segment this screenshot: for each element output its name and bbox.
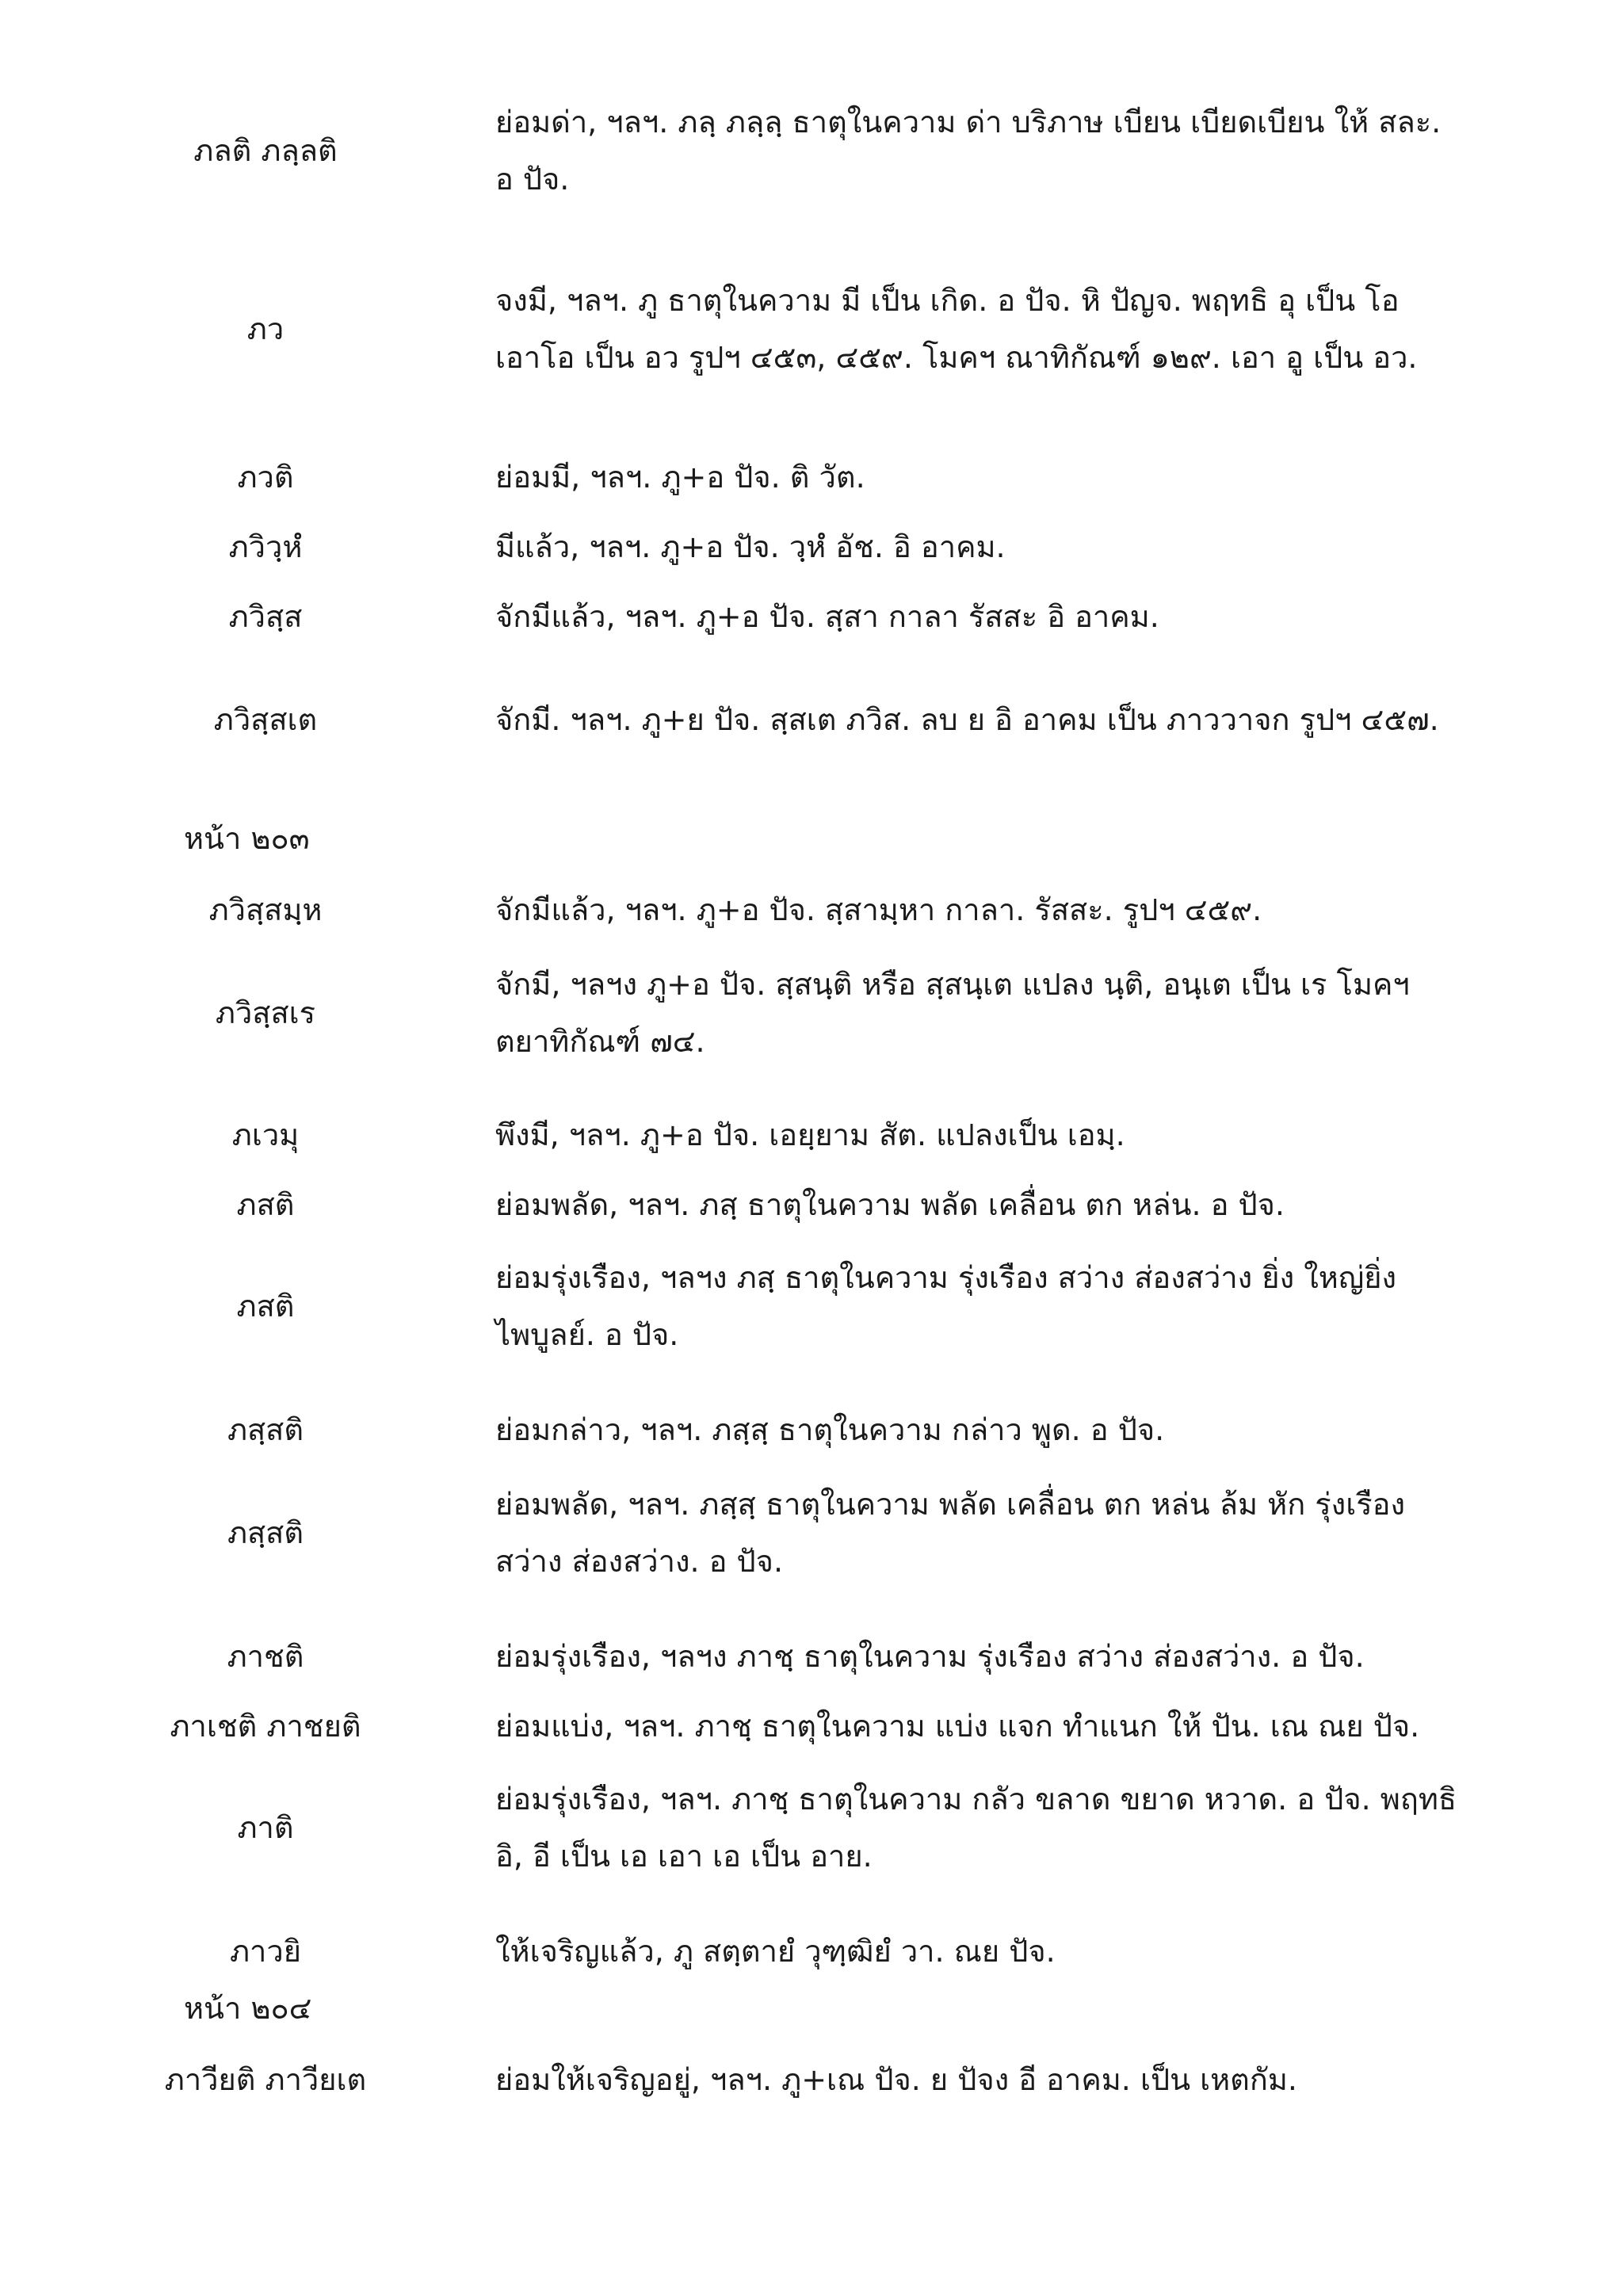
entry-term: ภาวยิ	[230, 1934, 301, 1969]
entry-term: ภาติ	[237, 1810, 294, 1845]
definition-line: ให้เจริญแล้ว, ภู สตฺตายํ วุฑฺฒิยํ วา. ณย ปัจ.	[495, 1934, 1056, 1969]
definition-line: ย่อมแบ่ง, ฯลฯ. ภาชฺ ธาตุในความ แบ่ง แจก ทำแนก ให้ ปัน. เณ ณย ปัจ.	[495, 1709, 1420, 1744]
definition-line: จงมี, ฯลฯ. ภู ธาตุในความ มี เป็น เกิด. อ ปัจ. หิ ปัญจ. พฤทธิ อุ เป็น โอ	[495, 283, 1400, 318]
entry-term: ภสติ	[236, 1289, 295, 1324]
definition-line: ย่อมมี, ฯลฯ. ภู+อ ปัจ. ติ วัต.	[495, 460, 865, 495]
entry-definition	[495, 1106, 1581, 1163]
definition-line: ไพบูลย์. อ ปัจ.	[495, 1317, 679, 1352]
entry-term: ภวติ	[237, 460, 294, 495]
entry-term: ภเวมุ	[231, 1117, 300, 1152]
entry-term: ภวิวฺหํ	[228, 529, 303, 564]
definition-line: จักมีแล้ว, ฯลฯ. ภู+อ ปัจ. สฺสามฺหา กาลา. รัสสะ. รูปฯ ๔๕๙.	[495, 892, 1262, 927]
definition-line: พึงมี, ฯลฯ. ภู+อ ปัจ. เอยฺยาม สัต. แปลงเป็น เอมฺ.	[495, 1117, 1125, 1152]
definition-line: ย่อมพลัด, ฯลฯ. ภสฺ ธาตุในความ พลัด เคลื่อน ตก หล่น. อ ปัจ.	[495, 1187, 1285, 1222]
definition-line: จักมี, ฯลฯง ภู+อ ปัจ. สฺสนฺติ หรือ สฺสนฺเต แปลง นฺติ, อนฺเต เป็น เร โมคฯ	[495, 967, 1410, 1002]
definition-line: จักมีแล้ว, ฯลฯ. ภู+อ ปัจ. สฺสา กาลา รัสสะ อิ อาคม.	[495, 599, 1159, 634]
entry-term: ภวิสฺสเร	[215, 995, 316, 1030]
entry-term: ภสฺสติ	[227, 1412, 304, 1447]
definition-line: อ ปัจ.	[495, 162, 570, 197]
entry-definition	[495, 956, 1581, 1070]
entry-definition	[495, 1628, 1581, 1685]
entry-definition	[495, 272, 1581, 386]
definition-line: ย่อมกล่าว, ฯลฯ. ภสฺสฺ ธาตุในความ กล่าว พูด. อ ปัจ.	[495, 1412, 1165, 1447]
entry-definition	[495, 94, 1581, 208]
definition-line: ย่อมรุ่งเรือง, ฯลฯง ภาชฺ ธาตุในความ รุ่งเรือง สว่าง ส่องสว่าง. อ ปัจ.	[495, 1639, 1365, 1674]
entry-term: ภวิสฺส	[228, 599, 303, 634]
entry-term: ภวิสฺสเต	[213, 702, 318, 737]
entry-definition	[495, 449, 1581, 506]
definition-line: มีแล้ว, ฯลฯ. ภู+อ ปัจ. วฺหํ อัช. อิ อาคม.	[495, 529, 1006, 564]
entry-term: ภาชติ	[227, 1639, 304, 1674]
definition-line: จักมี. ฯลฯ. ภู+ย ปัจ. สฺสเต ภวิส. ลบ ย อิ อาคม เป็น ภาววาจก รูปฯ ๔๕๗.	[495, 702, 1439, 737]
page-number-label: หน้า ๒๐๔	[184, 1991, 312, 2026]
page-number-label: หน้า ๒๐๓	[184, 821, 310, 856]
entry-definition	[495, 1923, 1581, 1980]
definition-line: ตยาทิกัณฑ์ ๗๔.	[495, 1024, 705, 1059]
definition-line: อิ, อี เป็น เอ เอา เอ เป็น อาย.	[495, 1839, 873, 1874]
definition-line: เอาโอ เป็น อว รูปฯ ๔๕๓, ๔๕๙. โมคฯ ณาทิกัณฑ์ ๑๒๙. เอา อู เป็น อว.	[495, 340, 1418, 375]
entry-term: ภาวียติ ภาวียเต	[164, 2062, 367, 2097]
entry-term: ภสฺสติ	[227, 1515, 304, 1550]
definition-line: ย่อมรุ่งเรือง, ฯลฯ. ภาชฺ ธาตุในความ กลัว ขลาด ขยาด หวาด. อ ปัจ. พฤทธิ	[495, 1782, 1457, 1817]
entry-term: ภวิสฺสมฺห	[208, 892, 323, 927]
entry-definition	[495, 588, 1581, 645]
entry-definition	[495, 1476, 1581, 1590]
definition-line: ย่อมให้เจริญอยู่, ฯลฯ. ภู+เณ ปัจ. ย ปัจง อี อาคม. เป็น เหตกัม.	[495, 2062, 1297, 2097]
entry-term: ภลติ ภลฺลติ	[193, 133, 338, 168]
definition-line: ย่อมพลัด, ฯลฯ. ภสฺสฺ ธาตุในความ พลัด เคลื่อน ตก หล่น ล้ม หัก รุ่งเรือง	[495, 1487, 1406, 1522]
entry-definition	[495, 1698, 1581, 1755]
entry-definition	[495, 518, 1581, 575]
entry-term: ภสติ	[236, 1187, 295, 1222]
entry-definition	[495, 881, 1581, 938]
entry-definition	[495, 691, 1581, 748]
entry-definition	[495, 1401, 1581, 1458]
entry-definition	[495, 1249, 1581, 1363]
entry-definition	[495, 2051, 1581, 2108]
entry-definition	[495, 1771, 1581, 1885]
entry-term: ภว	[246, 311, 285, 346]
definition-line: ย่อมด่า, ฯลฯ. ภลฺ ภลฺลฺ ธาตุในความ ด่า บริภาษ เบียน เบียดเบียน ให้ สละ.	[495, 105, 1442, 139]
definition-line: สว่าง ส่องสว่าง. อ ปัจ.	[495, 1544, 784, 1579]
definition-line: ย่อมรุ่งเรือง, ฯลฯง ภสฺ ธาตุในความ รุ่งเรือง สว่าง ส่องสว่าง ยิ่ง ใหญ่ยิ่ง	[495, 1260, 1397, 1295]
entry-term: ภาเชติ ภาชยติ	[170, 1709, 361, 1744]
entry-definition	[495, 1176, 1581, 1233]
